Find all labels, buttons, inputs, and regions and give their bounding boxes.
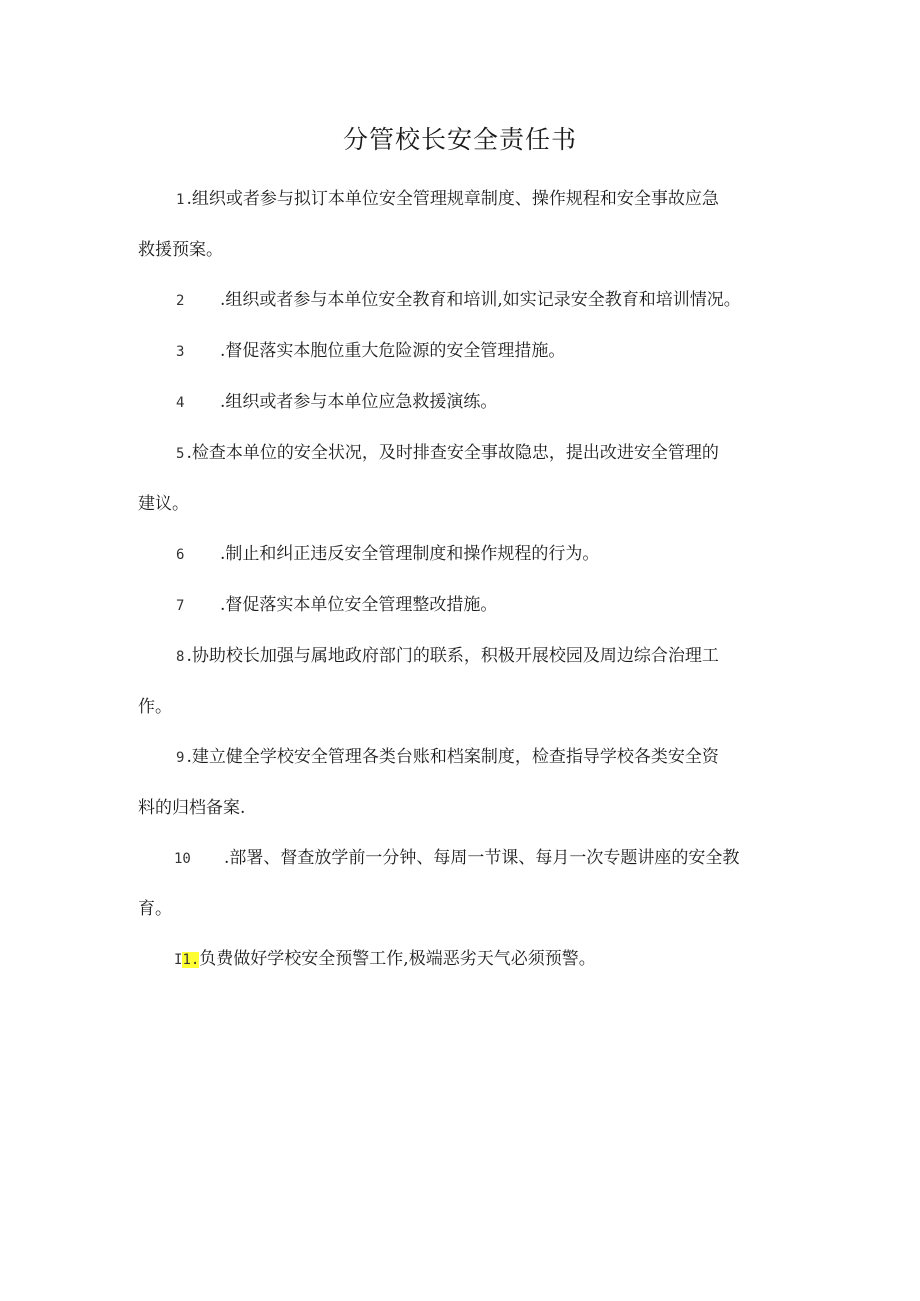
item-text-continued: 救援预案。 (138, 240, 223, 260)
item-number: 6 (176, 547, 185, 563)
list-item (138, 529, 788, 580)
item-text: .组织或者参与本单位安全教育和培训,如实记录安全教育和培训情况。 (220, 290, 741, 310)
item-text: .督促落实本单位安全管理整改措施。 (220, 595, 498, 615)
item-number: 10 (174, 851, 191, 867)
item-text: .制止和纠正违反安全管理制度和操作规程的行为。 (220, 544, 600, 564)
list-item (138, 833, 788, 934)
item-number: 7 (176, 598, 185, 614)
item-number: 3 (176, 344, 185, 360)
list-item (138, 326, 788, 377)
item-number: 8 (176, 649, 185, 665)
list-item (138, 275, 788, 326)
list-item (138, 732, 788, 833)
item-number: 2 (176, 293, 185, 309)
item-text: .组织或者参与拟订本单位安全管理规章制度、操作规程和安全事故应急 (186, 189, 719, 209)
item-text: .建立健全学校安全管理各类台账和档案制度，检查指导学校各类安全资 (186, 747, 719, 767)
document-title: 分管校长安全责任书 (342, 125, 577, 154)
item-number: 5 (176, 446, 185, 462)
item-text-continued: 育。 (138, 899, 172, 919)
item-number: 1 (176, 192, 185, 208)
item-number: 4 (176, 395, 185, 411)
highlighted-number: 1. (182, 952, 200, 968)
item-text: .协助校长加强与属地政府部门的联系，积极开展校园及周边综合治理工 (186, 646, 719, 666)
item-text: .检查本单位的安全状况，及时排查安全事故隐忠，提出改进安全管理的 (186, 443, 719, 463)
list-item (138, 377, 788, 428)
item-number: 9 (176, 750, 185, 766)
item-text: 负费做好学校安全预警工作,极端恶劣天气必须预警。 (199, 949, 596, 969)
item-text: .组织或者参与本单位应急救援演练。 (220, 392, 498, 412)
list-item (138, 174, 788, 275)
item-text-continued: 作。 (138, 697, 172, 717)
item-text-continued: 料的归档备案. (138, 798, 246, 818)
item-text: .督促落实本胞位重大危险源的安全管理措施。 (220, 341, 566, 361)
list-item (138, 428, 788, 529)
responsibility-list (138, 174, 788, 985)
list-item (138, 631, 788, 732)
item-text-continued: 建议。 (138, 494, 189, 514)
item-number (174, 935, 199, 985)
item-number-prefix: I (174, 952, 183, 968)
list-item (138, 580, 788, 631)
item-text: .部署、督查放学前一分钟、每周一节课、每月一次专题讲座的安全教 (224, 848, 740, 868)
list-item (138, 934, 788, 985)
